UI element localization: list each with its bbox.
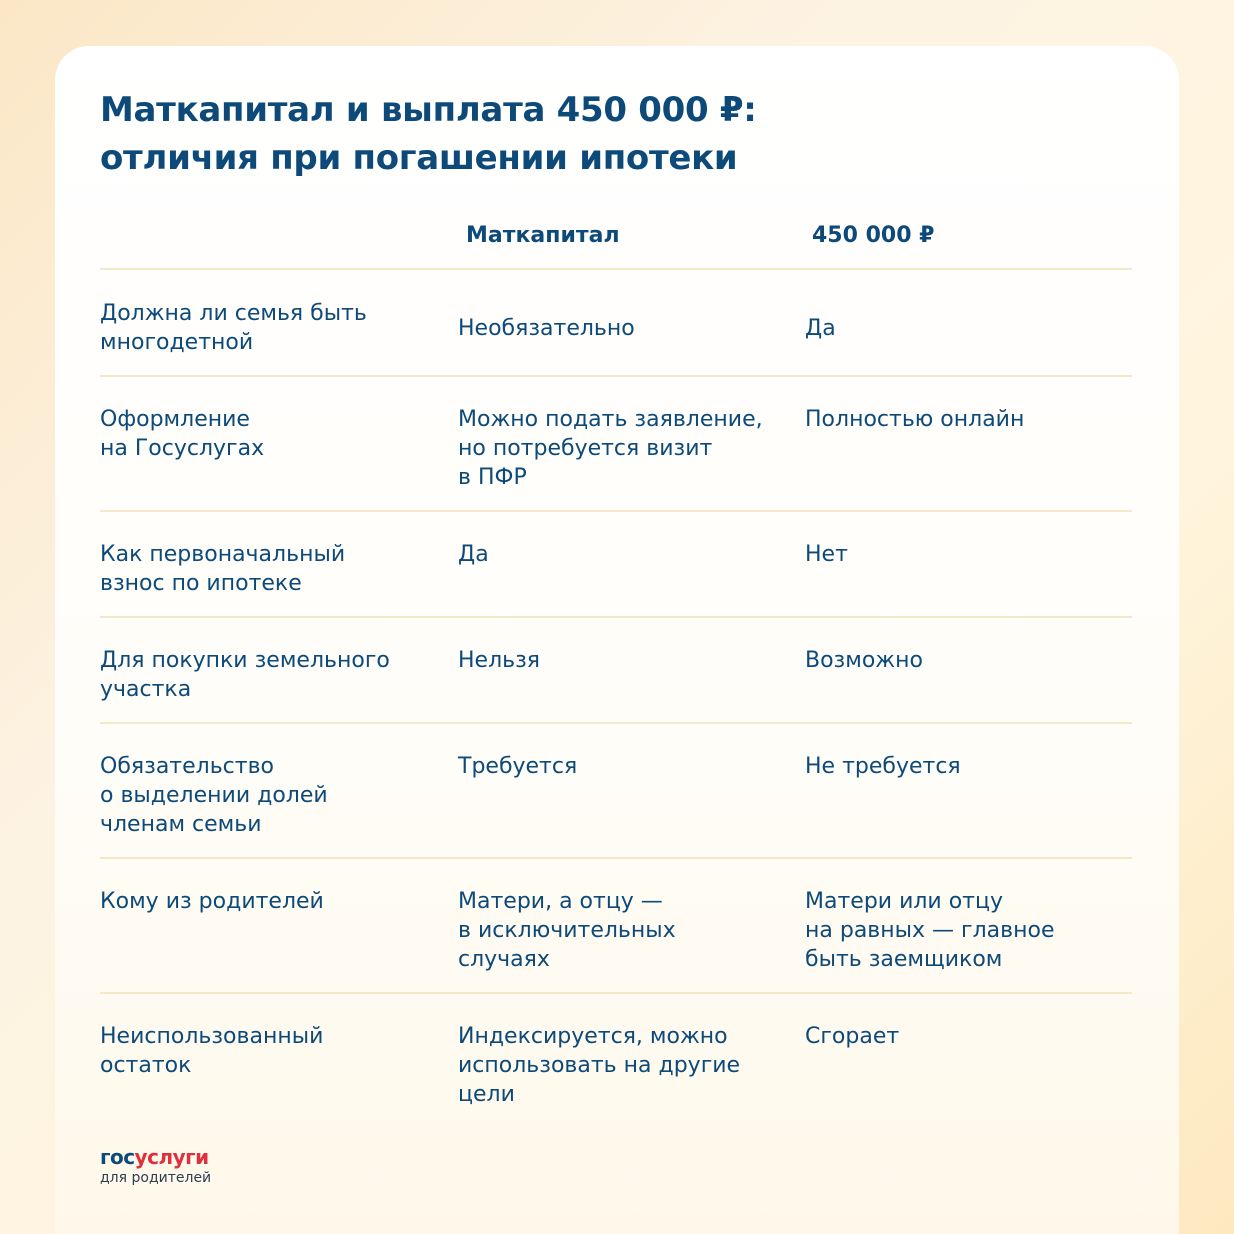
matkapital-value: Можно подать заявление, но потребуется визит в ПФР — [458, 407, 763, 490]
logo-wordmark — [100, 1146, 211, 1168]
payment-value: Сгорает — [805, 1024, 900, 1049]
row-label: Оформление на Госуслугах — [100, 407, 265, 461]
payment-value: Матери или отцу на равных — главное быть заемщиком — [805, 889, 1055, 972]
row-divider — [100, 510, 1132, 512]
logo-part-gos: гос — [100, 1145, 135, 1169]
column-header-matkapital: Маткапитал — [466, 223, 620, 248]
header-divider — [100, 268, 1132, 270]
logo-subtitle: для родителей — [100, 1170, 212, 1186]
logo-part-uslugi: услуги — [134, 1145, 209, 1169]
gosuslugi-logo — [100, 1146, 211, 1188]
row-label: Неиспользованный остаток — [100, 1024, 324, 1078]
matkapital-value: Да — [458, 542, 489, 567]
row-divider — [100, 616, 1132, 618]
matkapital-value: Матери, а отцу — в исключительных случаях — [458, 889, 676, 972]
row-label: Как первоначальный взнос по ипотеке — [100, 542, 346, 596]
matkapital-value: Нельзя — [458, 648, 541, 673]
payment-value: Не требуется — [805, 754, 961, 779]
matkapital-value: Необязательно — [458, 316, 635, 341]
row-divider — [100, 722, 1132, 724]
payment-value: Полностью онлайн — [805, 407, 1025, 432]
row-label: Обязательство о выделении долей членам семьи — [100, 754, 328, 837]
row-label: Для покупки земельного участка — [100, 648, 390, 702]
info-card — [55, 46, 1179, 1234]
row-divider — [100, 857, 1132, 859]
row-divider — [100, 375, 1132, 377]
row-label: Должна ли семья быть многодетной — [100, 301, 367, 355]
matkapital-value: Требуется — [458, 754, 578, 779]
payment-value: Нет — [805, 542, 848, 567]
payment-value: Да — [805, 316, 836, 341]
row-divider — [100, 992, 1132, 994]
payment-value: Возможно — [805, 648, 923, 673]
column-header-payment: 450 000 ₽ — [812, 223, 935, 248]
page-title: Маткапитал и выплата 450 000 ₽: отличия при погашении ипотеки — [100, 90, 757, 178]
row-label: Кому из родителей — [100, 889, 324, 914]
matkapital-value: Индексируется, можно использовать на другие цели — [458, 1024, 741, 1107]
